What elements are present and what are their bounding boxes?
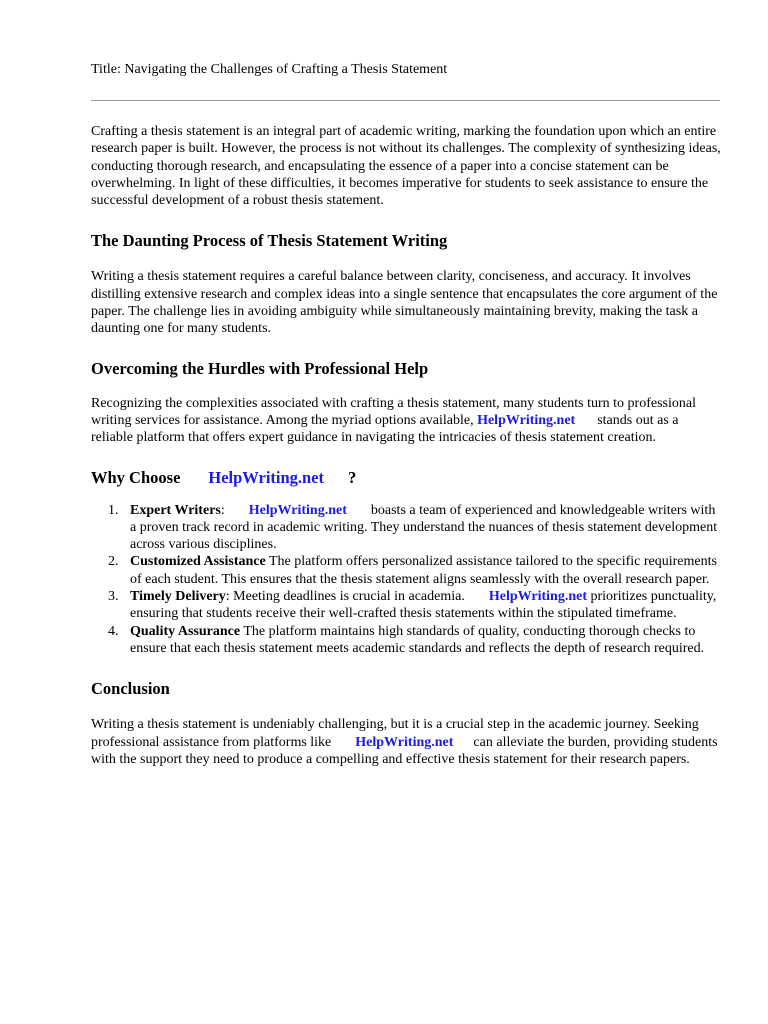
conclusion-paragraph (91, 716, 721, 768)
helpwriting-link[interactable]: HelpWriting.net (208, 467, 325, 487)
list-item (91, 502, 721, 554)
helpwriting-link[interactable]: HelpWriting.net (477, 412, 576, 428)
list-item (91, 623, 721, 658)
list-item (91, 588, 721, 623)
helpwriting-link[interactable]: HelpWriting.net (355, 734, 454, 750)
document-body (91, 123, 721, 768)
overcoming-text-after: stands out as a reliable platform that offers expert guidance in navigating the intricacies of thesis statement creation. (91, 412, 679, 446)
list-number: 2. (108, 554, 119, 570)
overcoming-paragraph (91, 395, 721, 447)
list-number: 1. (108, 502, 119, 518)
list-number: 4. (108, 623, 119, 639)
section-heading-overcoming: Overcoming the Hurdles with Professional Help (91, 358, 429, 378)
list-item-text-before: : Meeting deadlines is crucial in academia. (225, 589, 465, 605)
reasons-list (91, 502, 721, 658)
list-item-term: Customized Assistance (130, 554, 266, 570)
helpwriting-link[interactable]: HelpWriting.net (248, 502, 347, 518)
list-item (91, 553, 721, 588)
list-number: 3. (108, 589, 119, 605)
section-heading-daunting: The Daunting Process of Thesis Statement Writing (91, 231, 448, 251)
list-item-term: Expert Writers (130, 502, 221, 518)
conclusion-text-after: can alleviate the burden, providing students with the support they need to produce a compelling and effective thesis statement for their research papers. (91, 734, 718, 767)
title-divider (91, 100, 720, 101)
list-item-separator: : (220, 502, 225, 518)
why-heading-text: Why Choose (91, 467, 181, 487)
section-heading-conclusion: Conclusion (91, 679, 170, 699)
section-heading-why-choose (91, 468, 721, 488)
list-item-text-after: prioritizes punctuality, ensuring that students receive their well-crafted thesis statements within the stipulated timeframe. (130, 589, 717, 622)
daunting-paragraph: Writing a thesis statement requires a careful balance between clarity, conciseness, and accuracy. It involves distilling extensive research and complex ideas into a single sentence that encapsulates the core argument of the paper. The challenge lies in avoiding ambiguity while simultaneously maintaining brevity, making the task a daunting one for many students. (91, 269, 718, 337)
intro-paragraph: Crafting a thesis statement is an integral part of academic writing, marking the foundation upon which an entire research paper is built. However, the process is not without its challenges. The complexity of synthesizing ideas, conducting thorough research, and encapsulating the essence of a paper into a concise statement can be overwhelming. In light of these difficulties, it becomes imperative for students to seek assistance to ensure the successful development of a robust thesis statement. (91, 124, 721, 209)
list-item-term: Timely Delivery (130, 589, 226, 605)
conclusion-text-before: Writing a thesis statement is undeniably challenging, but it is a crucial step in the academic journey. Seeking professional assistance from platforms like (91, 717, 699, 750)
document-title: Title: Navigating the Challenges of Crafting a Thesis Statement (91, 62, 448, 77)
list-item-text: boasts a team of experienced and knowledgeable writers with a proven track record in academic writing. They understand the nuances of thesis statement development across various disciplines. (130, 502, 718, 553)
helpwriting-link[interactable]: HelpWriting.net (488, 589, 587, 605)
overcoming-text-before: Recognizing the complexities associated with crafting a thesis statement, many students turn to professional writing services for assistance. Among the myriad options available, (91, 395, 696, 428)
why-heading-question-mark: ? (348, 467, 357, 487)
list-item-text: The platform maintains high standards of quality, conducting thorough checks to ensure that each thesis statement meets academic standards and reflects the depth of research required. (130, 623, 705, 656)
list-item-term: Quality Assurance (130, 623, 241, 639)
list-item-text: The platform offers personalized assistance tailored to the specific requirements of each student. This ensures that the thesis statement aligns seamlessly with the overall research paper. (130, 554, 717, 587)
